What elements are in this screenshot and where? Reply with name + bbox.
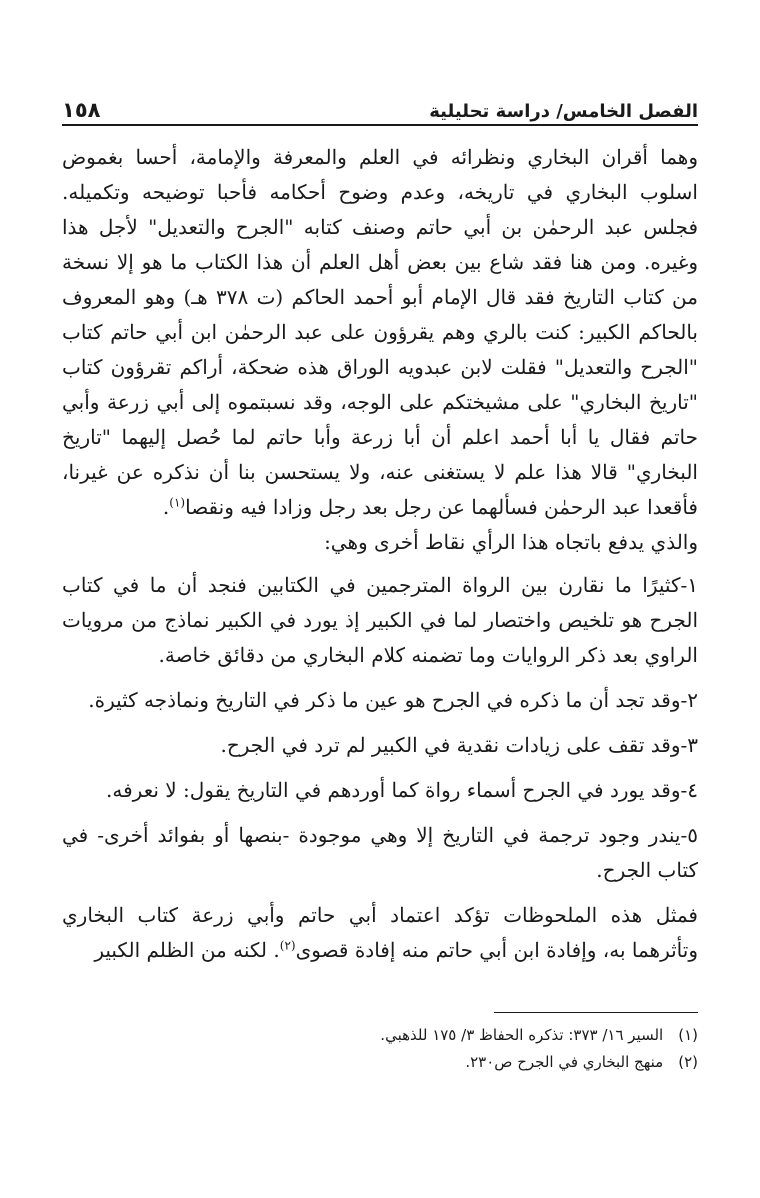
chapter-title: الفصل الخامس/ دراسة تحليلية: [429, 101, 698, 122]
list-item: ٢-وقد تجد أن ما ذكره في الجرح هو عين ما ذكر في التاريخ ونماذجه كثيرة.: [88, 688, 698, 712]
footnote-ref: (٢): [279, 938, 296, 953]
footnote: [62, 1049, 698, 1076]
list-item: ٥-يندر وجود ترجمة في التاريخ إلا وهي موجودة -بنصها أو بفوائد أخرى- في كتاب الجرح.: [62, 823, 698, 882]
page-header: [62, 88, 698, 122]
page-number: ١٥٨: [62, 98, 101, 122]
paragraph: وهما أقران البخاري ونظرائه في العلم والمعرفة والإمامة، أحسا بغموض اسلوب البخاري في تاريخه، وعدم وضوح أحكامه فأحبا توضيحه وتكميله. فجلس عبد الرحمٰن بن أبي حاتم وصنف كتابه "الجرح والتعديل" لأجل هذا وغيره. ومن هنا فقد شاع بين بعض أهل العلم أن هذا الكتاب ما هو إلا نسخة من كتاب التاريخ فقد قال الإمام أبو أحمد الحاكم (ت ٣٧٨ هـ) وهو المعروف بالحاكم الكبير: كنت بالري وهم يقرؤون على عبد الرحمٰن ابن أبي حاتم كتاب "الجرح والتعديل" فقلت لابن عبدويه الوراق هذه ضحكة، أراكم تقرؤون كتاب "تاريخ البخاري" على مشيختكم على الوجه، وقد نسبتموه إلى أبي زرعة وأبي حاتم فقال يا أبا أحمد اعلم أن أبا زرعة وأبا حاتم لما حُصل إليهما "تاريخ البخاري" قالا هذا علم لا يستغنى عنه، ولا يستحسن بنا أن نذكره عن غيرنا، فأقعدا عبد الرحمٰن فسألهما عن رجل بعد رجل وزادا فيه ونقصا$^{(١)}$.: [62, 145, 699, 519]
footnote-number: (٢): [678, 1053, 698, 1071]
footnote-number: (١): [678, 1026, 698, 1044]
footnote: [62, 1022, 698, 1049]
footnotes: [62, 1022, 698, 1076]
list-item: ٣-وقد تقف على زيادات نقدية في الكبير لم ترد في الجرح.: [220, 733, 698, 757]
paragraph: والذي يدفع باتجاه هذا الرأي نقاط أخرى وهي:: [324, 530, 698, 554]
paragraph: فمثل هذه الملحوظات تؤكد اعتماد أبي حاتم وأبي زرعة كتاب البخاري وتأثرهما به، وإفادة ابن أبي حاتم منه إفادة قصوى$^{(٢)}$. لكنه من الظلم الكبير: [62, 903, 698, 962]
footnote-divider: [494, 1012, 698, 1013]
footnote-text: منهج البخاري في الجرح ص٢٣٠.: [465, 1053, 664, 1071]
list-item: ٤-وقد يورد في الجرح أسماء رواة كما أوردهم في التاريخ يقول: لا نعرفه.: [106, 778, 698, 802]
header-divider: [62, 124, 698, 126]
footnote-ref: (١): [169, 495, 186, 510]
main-text: [62, 140, 698, 968]
footnote-text: السير ١٦/ ٣٧٣: تذكره الحفاظ ٣/ ١٧٥ للذهبي.: [380, 1026, 664, 1044]
list-item: ١-كثيرًا ما نقارن بين الرواة المترجمين في الكتابين فنجد أن ما في كتاب الجرح هو تلخيص واختصار لما في الكبير إذ يورد في الكبير نماذج من مرويات الراوي بعد ذكر الروايات وما تضمنه كلام البخاري من دقائق خاصة.: [62, 573, 698, 667]
